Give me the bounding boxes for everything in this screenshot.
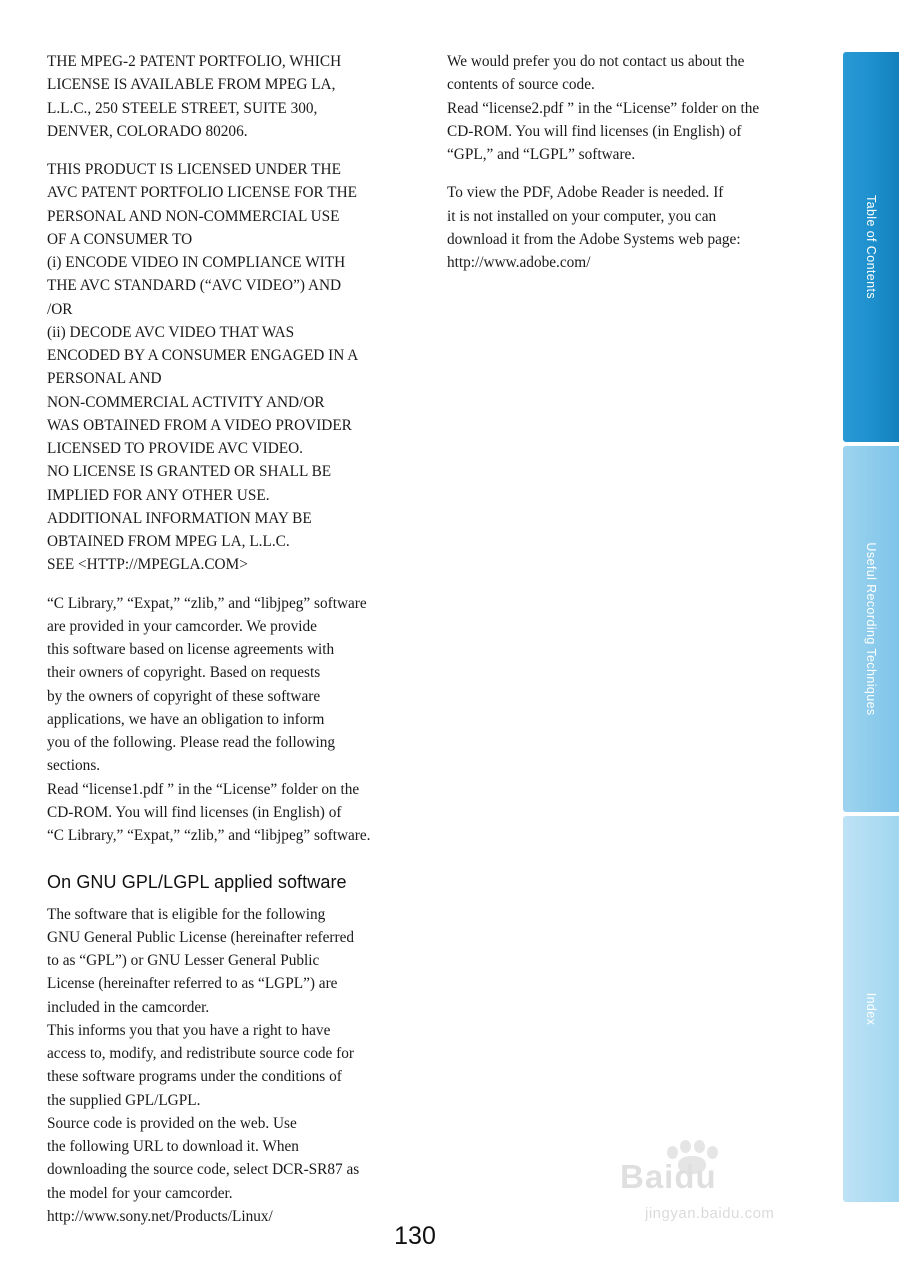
text-line: “C Library,” “Expat,” “zlib,” and “libjpeg” software. — [47, 827, 371, 844]
side-tab-table-of-contents[interactable] — [843, 52, 899, 442]
text-line: /OR — [47, 300, 73, 318]
text-line: The software that is eligible for the following — [47, 905, 326, 923]
side-tab-useful-recording-techniques[interactable] — [843, 446, 899, 812]
text-line: THIS PRODUCT IS LICENSED UNDER THE — [47, 161, 341, 178]
page-number: 130 — [394, 1222, 436, 1250]
text-line: (ii) DECODE AVC VIDEO THAT WAS — [47, 323, 295, 341]
text-line: access to, modify, and redistribute source code for — [47, 1045, 354, 1063]
side-tab-label: Index — [864, 992, 878, 1026]
paragraph-source-code-contact — [447, 50, 797, 166]
text-line: “GPL,” and “LGPL” software. — [447, 146, 636, 163]
text-line: contents of source code. — [447, 76, 595, 94]
text-line: “C Library,” “Expat,” “zlib,” and “libjpeg” software — [47, 594, 367, 612]
text-line: their owners of copyright. Based on requests — [47, 664, 321, 682]
text-line: the following URL to download it. When — [47, 1138, 299, 1156]
text-line: L.L.C., 250 STEELE STREET, SUITE 300, — [47, 99, 318, 117]
text-line: LICENSED TO PROVIDE AVC VIDEO. — [47, 440, 303, 457]
watermark-url: jingyan.baidu.com — [645, 1205, 775, 1222]
text-line: We would prefer you do not contact us about the — [447, 53, 745, 70]
text-line: applications, we have an obligation to inform — [47, 710, 325, 728]
text-line: by the owners of copyright of these software — [47, 687, 321, 705]
side-tab-index[interactable] — [843, 816, 899, 1202]
left-text-column — [47, 50, 397, 1228]
paragraph-gnu-gpl-details — [47, 903, 397, 1229]
text-line: ADDITIONAL INFORMATION MAY BE — [47, 509, 312, 527]
text-line: DENVER, COLORADO 80206. — [47, 122, 248, 140]
text-line: THE MPEG-2 PATENT PORTFOLIO, WHICH — [47, 53, 342, 70]
paragraph-c-library-software — [47, 592, 397, 848]
text-line: CD-ROM. You will find licenses (in English) of — [447, 122, 742, 140]
text-line: License (hereinafter referred to as “LGPL”) are — [47, 975, 338, 993]
text-line: NON-COMMERCIAL ACTIVITY AND/OR — [47, 393, 325, 411]
paragraph-avc-license — [47, 158, 397, 577]
text-line: This informs you that you have a right to have — [47, 1021, 331, 1039]
watermark-brand: Baidu — [620, 1158, 717, 1195]
text-line: to as “GPL”) or GNU Lesser General Public — [47, 952, 320, 970]
text-line: PERSONAL AND — [47, 370, 162, 388]
text-line: you of the following. Please read the following — [47, 734, 336, 751]
text-line: http://www.adobe.com/ — [447, 254, 591, 271]
text-line: OF A CONSUMER TO — [47, 230, 193, 248]
text-line: these software programs under the conditions of — [47, 1068, 342, 1086]
section-heading-gnu-gpl: On GNU GPL/LGPL applied software — [47, 872, 347, 893]
text-line: ENCODED BY A CONSUMER ENGAGED IN A — [47, 347, 359, 364]
text-line: this software based on license agreements with — [47, 641, 335, 658]
text-line: THE AVC STANDARD (“AVC VIDEO”) AND — [47, 277, 342, 295]
text-line: sections. — [47, 757, 101, 775]
text-line: http://www.sony.net/Products/Linux/ — [47, 1207, 273, 1225]
text-line: GNU General Public License (hereinafter referred — [47, 928, 355, 946]
text-line: included in the camcorder. — [47, 998, 210, 1016]
text-line: IMPLIED FOR ANY OTHER USE. — [47, 486, 270, 504]
side-tab-label: Useful Recording Techniques — [864, 542, 878, 716]
text-line: Read “license2.pdf ” in the “License” folder on the — [447, 99, 760, 117]
text-line: LICENSE IS AVAILABLE FROM MPEG LA, — [47, 76, 336, 94]
text-line: OBTAINED FROM MPEG LA, L.L.C. — [47, 533, 290, 550]
text-line: CD-ROM. You will find licenses (in English) of — [47, 803, 342, 821]
paragraph-mpeg2-license — [47, 50, 397, 143]
text-line: NO LICENSE IS GRANTED OR SHALL BE — [47, 463, 332, 481]
side-tab-strip — [843, 52, 899, 1202]
text-line: Read “license1.pdf ” in the “License” folder on the — [47, 780, 360, 798]
side-tab-label: Table of Contents — [864, 194, 878, 300]
text-line: WAS OBTAINED FROM A VIDEO PROVIDER — [47, 416, 352, 434]
right-text-column — [447, 50, 797, 274]
text-line: (i) ENCODE VIDEO IN COMPLIANCE WITH — [47, 254, 346, 271]
text-line: To view the PDF, Adobe Reader is needed. If — [447, 184, 724, 202]
text-line: downloading the source code, select DCR-SR87 as — [47, 1161, 360, 1179]
paragraph-adobe-reader — [447, 181, 797, 274]
paw-print-icon — [665, 1138, 725, 1172]
text-line: PERSONAL AND NON-COMMERCIAL USE — [47, 207, 340, 225]
text-line: Source code is provided on the web. Use — [47, 1114, 297, 1132]
text-line: SEE <HTTP://MPEGLA.COM> — [47, 556, 248, 574]
text-line: AVC PATENT PORTFOLIO LICENSE FOR THE — [47, 184, 358, 202]
text-line: are provided in your camcorder. We provide — [47, 617, 317, 635]
text-line: the model for your camcorder. — [47, 1184, 233, 1202]
text-line: the supplied GPL/LGPL. — [47, 1091, 201, 1109]
text-line: it is not installed on your computer, you can — [447, 207, 717, 225]
text-line: download it from the Adobe Systems web page: — [447, 230, 741, 248]
